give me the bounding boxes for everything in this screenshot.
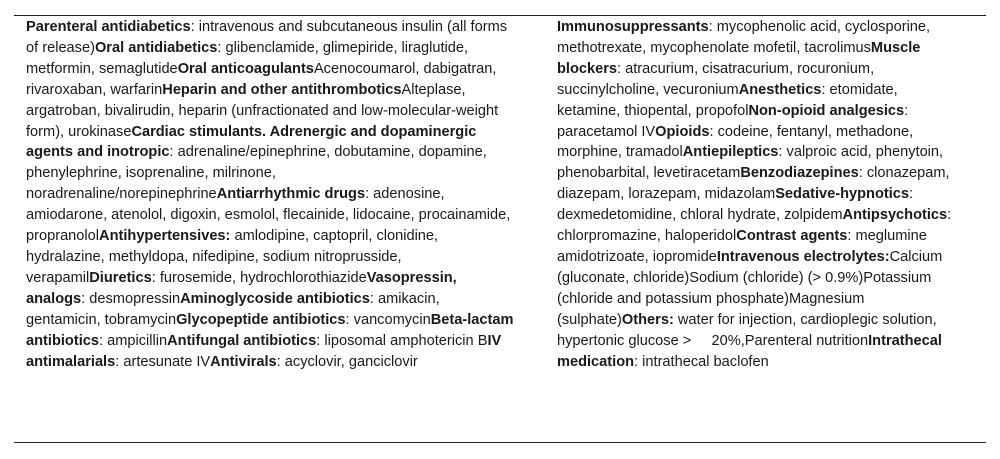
left-column-cell [26, 17, 516, 372]
drug-group-oral-anticoagulants: Oral anticoagulantsAcenocoumarol, dabigatran, rivaroxaban, warfarin [26, 60, 497, 98]
drug-group-vasopressin: Vasopressin, analogs: desmopressin [26, 269, 457, 307]
drug-group-opioids: Opioids: codeine, fentanyl, methadone, morphine, tramadol [557, 123, 914, 161]
drug-group-immunosuppressants: Immunosuppressants: mycophenolic acid, cyclosporine, methotrexate, mycophenolate mofetil, tacrolimus [557, 19, 931, 56]
drug-group-beta-lactams: Beta-lactam antibiotics: ampicillin [26, 311, 514, 349]
drug-group-antipsychotics: Antipsychotics: chlorpromazine, haloperidol [557, 207, 952, 245]
right-column-cell [557, 17, 957, 372]
drug-group-contrast-agents: Contrast agents: meglumine amidotrizoate, iopromide [557, 228, 927, 265]
drug-group-anesthetics: Anesthetics: etomidate, ketamine, thiopental, propofol [557, 81, 898, 119]
drug-group-intrathecal: Intrathecal medication: intrathecal baclofen [557, 332, 942, 370]
drug-group-glycopeptides: Glycopeptide antibiotics: vancomycin [176, 311, 431, 328]
drug-group-oral-antidiabetics: Oral antidiabetics: glibenclamide, glimepiride, liraglutide, metformin, semaglutide [26, 39, 469, 77]
drug-group-cardiac-stimulants: Cardiac stimulants. Adrenergic and dopaminergic agents and inotropic: adrenaline/epinephrine, dobutamine, dopamine, phenylephrine, isoprenaline, milrinone, noradrenaline/norepinephrine [26, 123, 487, 203]
drug-group-iv-antimalarials: IV antimalarials: artesunate IV [26, 332, 502, 370]
drug-group-aminoglycosides: Aminoglycoside antibiotics: amikacin, gentamicin, tobramycin [26, 290, 440, 328]
drug-group-diuretics: Diuretics: furosemide, hydrochlorothiazide [89, 269, 367, 286]
drug-group-parenteral-antidiabetics: Parenteral antidiabetics: intravenous and subcutaneous insulin (all forms of release) [26, 19, 508, 56]
table-top-rule [14, 15, 986, 16]
drug-group-non-opioid-analgesics: Non-opioid analgesics: paracetamol IV [557, 102, 909, 140]
drug-group-iv-electrolytes: Intravenous electrolytes:Calcium (gluconate, chloride)Sodium (chloride) (> 0.9%)Potassium (chloride and potassium phosphate)Magnesium (sulphate) [557, 248, 943, 328]
drug-group-benzodiazepines: Benzodiazepines: clonazepam, diazepam, lorazepam, midazolam [557, 165, 950, 203]
drug-group-others: Others: water for injection, cardioplegic solution, hypertonic glucose > 20%,Parenteral nutrition [557, 311, 937, 349]
drug-group-muscle-blockers: Muscle blockers: atracurium, cisatracurium, rocuronium, succinylcholine, vecuronium [557, 39, 921, 98]
drug-group-antifungals: Antifungal antibiotics: liposomal amphotericin B [167, 332, 488, 349]
table-bottom-rule [14, 442, 986, 443]
drug-group-sedative-hypnotics: Sedative-hypnotics: dexmedetomidine, chloral hydrate, zolpidem [557, 186, 914, 224]
drug-group-antihypertensives: Antihypertensives: amlodipine, captopril, clonidine, hydralazine, methyldopa, nifedipine, sodium nitroprusside, verapamil [26, 228, 439, 286]
drug-group-antivirals: Antivirals: acyclovir, ganciclovir [210, 353, 418, 370]
drug-group-antiepileptics: Antiepileptics: valproic acid, phenytoin, phenobarbital, levetiracetam [557, 144, 944, 182]
drug-group-antiarrhythmic: Antiarrhythmic drugs: adenosine, amiodarone, atenolol, digoxin, esmolol, flecainide, lidocaine, procainamide, propranolol [26, 186, 511, 245]
drug-group-heparin-antithrombotics: Heparin and other antithromboticsAlteplase, argatroban, bivalirudin, heparin (unfractionated and low-molecular-weight form), urokinase [26, 81, 499, 140]
